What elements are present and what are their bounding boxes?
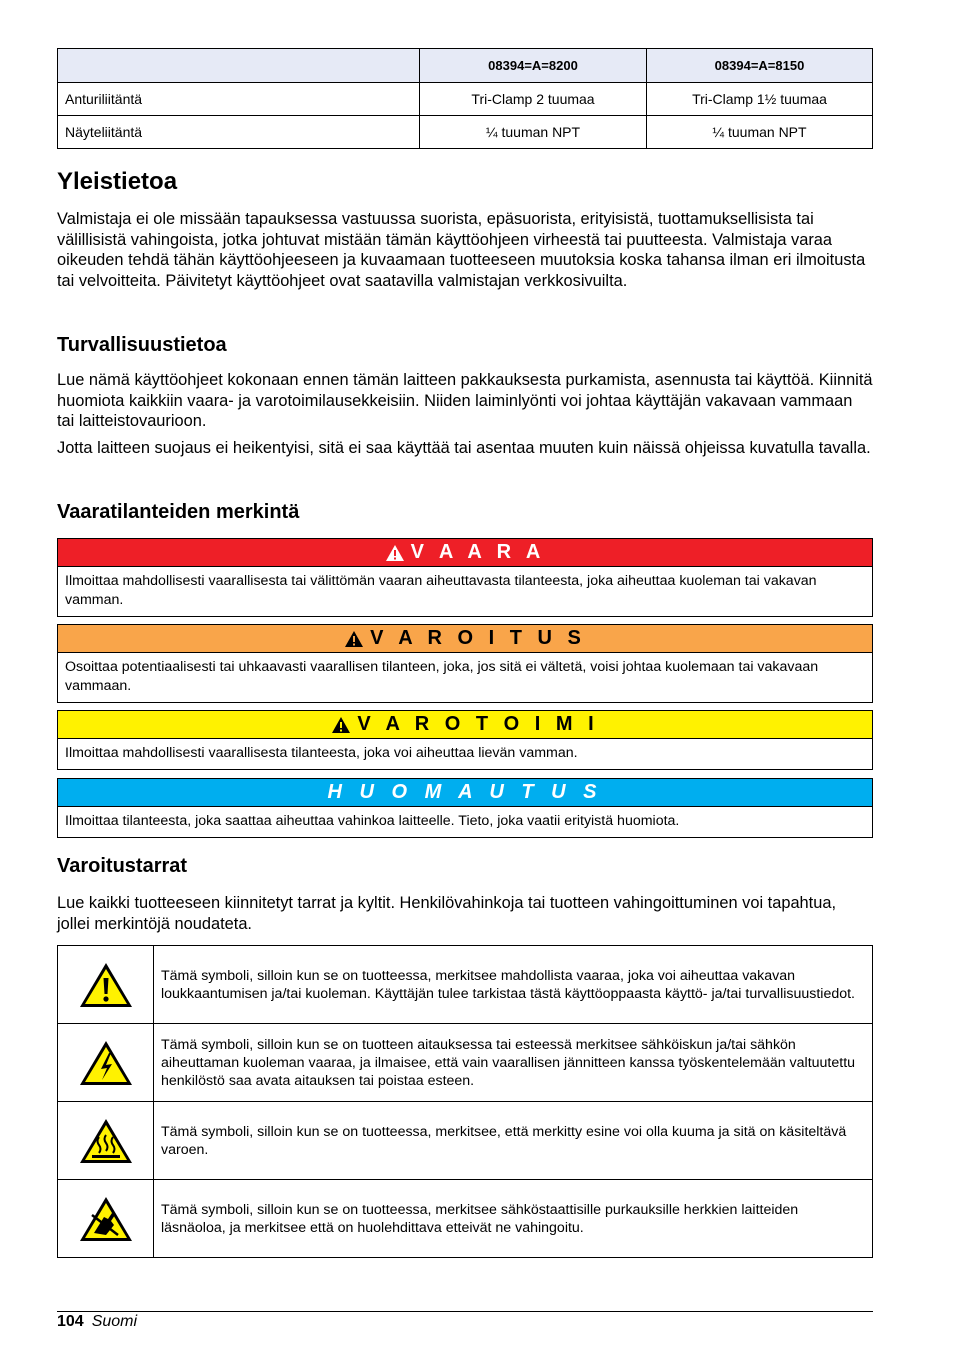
- table-row: [58, 116, 873, 149]
- table-cell: Tri-Clamp 2 tuumaa: [420, 83, 647, 116]
- esd-sensitive-icon: [78, 1195, 134, 1243]
- warning-triangle-icon: [331, 716, 351, 734]
- warning-text: Osoittaa potentiaalisesti tai uhkaavasti vaarallisen tilanteen, joka, jos sitä ei vältetä, voisi johtaa kuolemaan tai vakavaan vammaan.: [65, 659, 819, 694]
- labels-paragraph: Lue kaikki tuotteeseen kiinnitetyt tarrat ja kyltit. Henkilövahinkoja tai tuotteen vahingoittuminen voi tapahtua, jollei merkintöjä noudateta.: [57, 894, 837, 933]
- symbol-description: Tämä symboli, silloin kun se on tuotteen aitauksessa tai esteessä merkitsee sähköiskun ja/tai sähkön aiheuttaman kuoleman vaaraa, ja ilmaisee, että vain vaarallisen jännitteen kanssa työskentelemään valtuutettu henkilöstö saa avata aitauksen tai poistaa esteen.: [154, 1024, 873, 1102]
- table-header-row: [58, 49, 873, 83]
- warning-triangle-icon: [344, 630, 364, 648]
- table-cell: ¼ tuuman NPT: [420, 116, 647, 149]
- warning-header: [58, 625, 872, 653]
- footer-language: Suomi: [91, 1313, 138, 1330]
- danger-header: [58, 539, 872, 567]
- symbols-table: [57, 945, 873, 1258]
- notice-text: Ilmoittaa tilanteesta, joka saattaa aiheuttaa vahinkoa laitteelle. Tieto, joka vaatii erityistä huomiota.: [65, 813, 680, 829]
- caution-label: V A R O T O I M I: [357, 713, 599, 735]
- danger-text: Ilmoittaa mahdollisesti vaarallisesta tai välittömän vaaran aiheuttavasta tilanteesta, joka aiheuttaa kuoleman tai vakavan vamman.: [65, 573, 817, 608]
- section-title-labels: Varoitustarrat: [57, 855, 188, 877]
- symbol-cell: [58, 1102, 154, 1180]
- table-cell: Näyteliitäntä: [58, 116, 420, 149]
- danger-label: V A A R A: [410, 541, 546, 563]
- table-row: [58, 1024, 873, 1102]
- symbol-description: Tämä symboli, silloin kun se on tuotteessa, merkitsee, että merkitty esine voi olla kuuma ja sitä on käsiteltävä varoen.: [154, 1102, 873, 1180]
- danger-box: [57, 538, 873, 617]
- table-row: [58, 946, 873, 1024]
- table-cell: Tri-Clamp 1½ tuumaa: [647, 83, 873, 116]
- table-header-cell: 08394=A=8150: [647, 49, 873, 83]
- symbol-cell: [58, 1024, 154, 1102]
- table-cell: ¼ tuuman NPT: [647, 116, 873, 149]
- notice-label: H U O M A U T U S: [327, 781, 603, 803]
- section-title-hazards: Vaaratilanteiden merkintä: [57, 501, 300, 523]
- caution-header: [58, 711, 872, 739]
- notice-box: [57, 778, 873, 838]
- caution-text: Ilmoittaa mahdollisesti vaarallisesta tilanteesta, joka voi aiheuttaa lievän vamman.: [65, 745, 578, 761]
- page-footer: [57, 1313, 137, 1331]
- safety-paragraph-2: Jotta laitteen suojaus ei heikentyisi, sitä ei saa käyttää tai asentaa muuten kuin näissä ohjeissa kuvatulla tavalla.: [57, 439, 871, 457]
- warning-triangle-icon: [385, 544, 405, 562]
- table-cell: Anturiliitäntä: [58, 83, 420, 116]
- table-row: [58, 1180, 873, 1258]
- symbol-description: Tämä symboli, silloin kun se on tuotteessa, merkitsee sähköstaattisille purkauksille herkkien laitteiden läsnäoloa, ja merkitsee että on huolehdittava etteivät ne vahingoitu.: [154, 1180, 873, 1258]
- page-number: 104: [57, 1313, 84, 1330]
- electrical-hazard-icon: [78, 1039, 134, 1087]
- warning-label: V A R O I T U S: [370, 627, 586, 649]
- table-row: [58, 83, 873, 116]
- symbol-cell: [58, 1180, 154, 1258]
- notice-header: [58, 779, 872, 807]
- table-row: [58, 1102, 873, 1180]
- symbol-description: Tämä symboli, silloin kun se on tuotteessa, merkitsee mahdollista vaaraa, joka voi aiheuttaa vakavan loukkaantumisen ja/tai kuoleman. Käyttäjän tulee tarkistaa tästä käyttöoppaasta käyttö- ja/tai turvallisuustiedot.: [154, 946, 873, 1024]
- section-title-safety: Turvallisuustietoa: [57, 334, 227, 356]
- symbol-cell: [58, 946, 154, 1024]
- table-header-cell: 08394=A=8200: [420, 49, 647, 83]
- caution-box: [57, 710, 873, 770]
- hot-surface-icon: [78, 1117, 134, 1165]
- warning-triangle-icon: [78, 961, 134, 1009]
- table-header-cell: [58, 49, 420, 83]
- spec-table: [57, 48, 873, 149]
- section-title-general: Yleistietoa: [57, 168, 178, 195]
- footer-divider: [57, 1311, 873, 1312]
- general-paragraph: Valmistaja ei ole missään tapauksessa vastuussa suorista, epäsuorista, erityisistä, tuottamuksellisista tai välillisistä vahingoista, jotka johtuvat mistään tämän käyttöohjeen virheestä tai puutteesta. Valmistaja varaa oikeuden tehdä tähän käyttöohjeeseen ja kuvaamaan tuotteeseen muutoksia koska tahansa ilman eri ilmoitusta tai velvoitteita. Päivitetyt käyttöohjeet ovat saatavilla valmistajan verkkosivuilta.: [57, 210, 866, 290]
- safety-paragraph-1: Lue nämä käyttöohjeet kokonaan ennen tämän laitteen pakkauksesta purkamista, asennusta tai käyttöä. Kiinnitä huomiota kaikkiin vaara- ja varotoimilausekkeisiin. Niiden laiminlyönti voi johtaa käyttäjän vakavaan vammaan tai laitteistovaurioon.: [57, 371, 873, 430]
- warning-box: [57, 624, 873, 703]
